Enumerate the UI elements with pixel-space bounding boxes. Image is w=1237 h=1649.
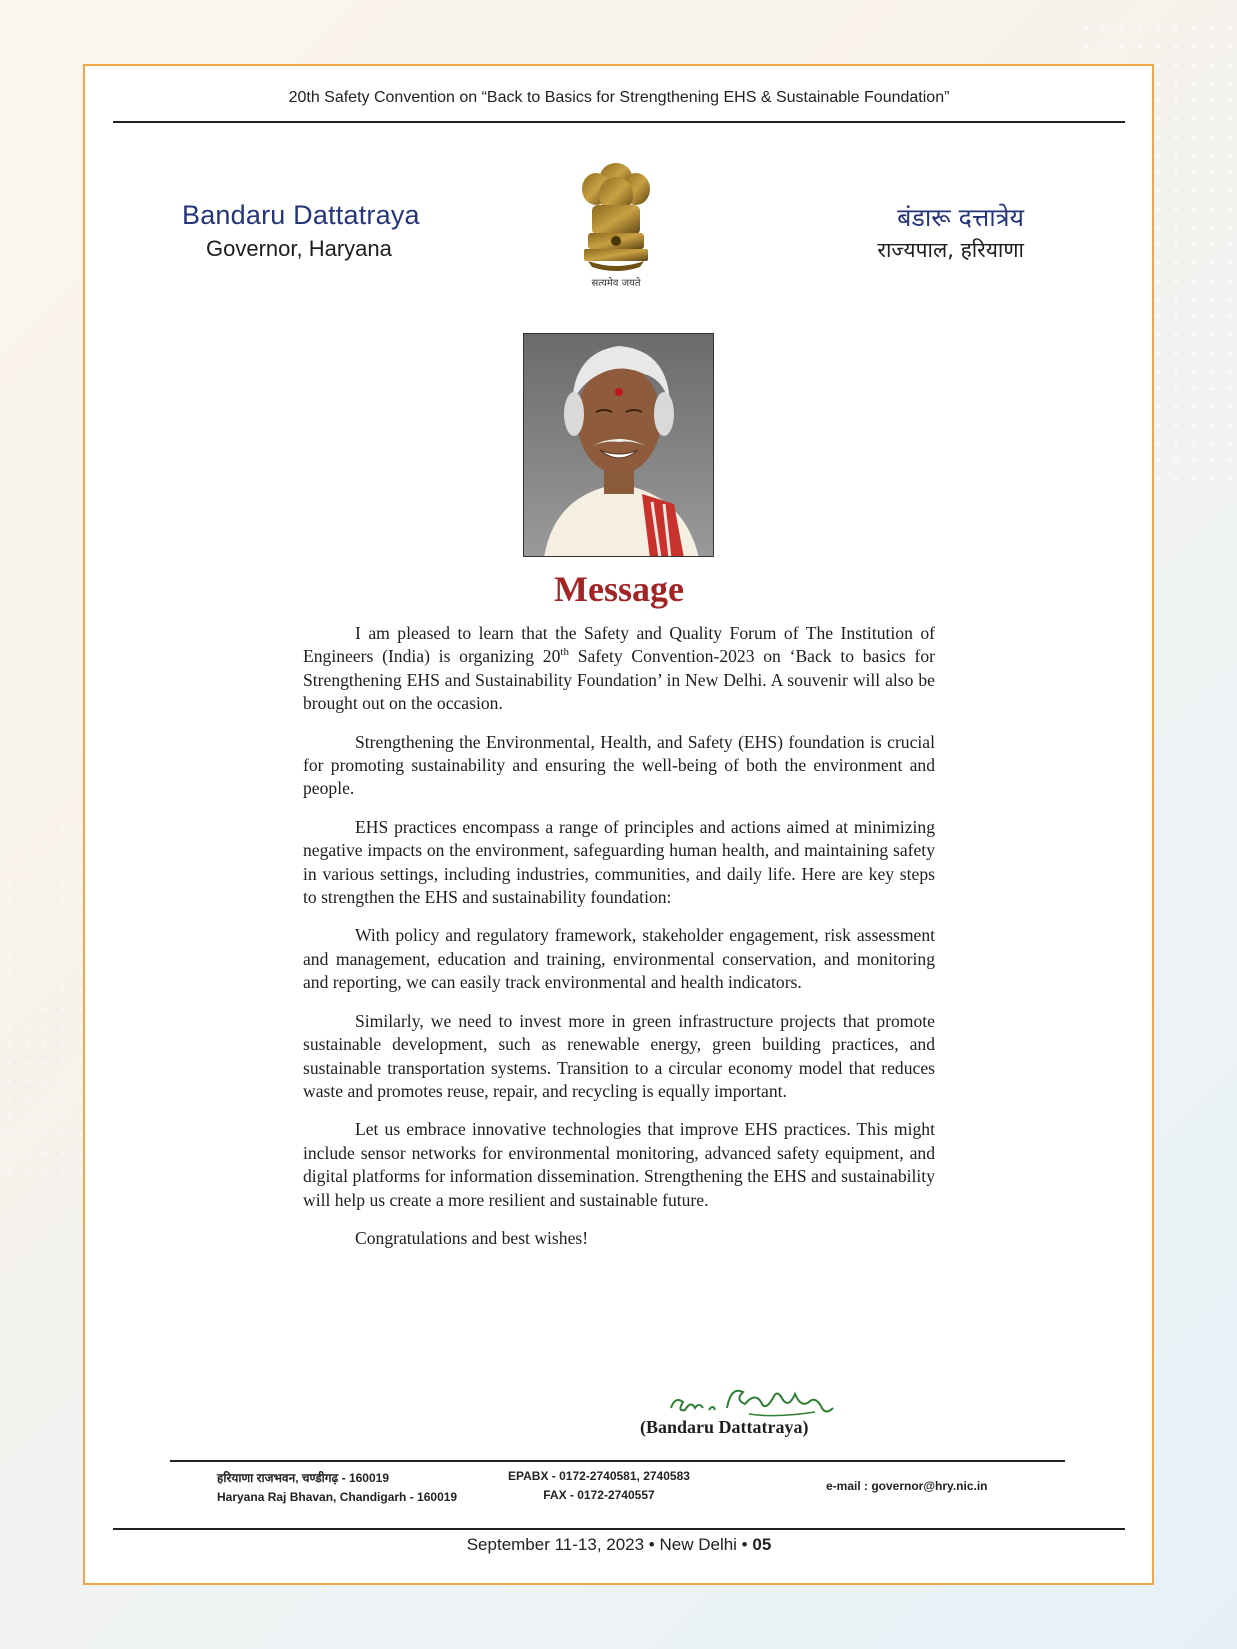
page-number: 05 bbox=[752, 1535, 772, 1554]
message-body bbox=[303, 622, 935, 1265]
phone-numbers bbox=[508, 1467, 690, 1505]
epabx-number: EPABX - 0172-2740581, 2740583 bbox=[508, 1469, 690, 1483]
email-address: e-mail : governor@hry.nic.in bbox=[826, 1479, 988, 1493]
address-hindi: हरियाणा राजभवन, चण्डीगढ़ - 160019 bbox=[217, 1471, 389, 1485]
running-footer bbox=[113, 1535, 1125, 1555]
paragraph-text: Safety Convention-2023 on ‘Back to basics for Strengthening EHS and Sustainability Foundation’ in New Delhi. A souvenir will also be brought out on the occasion. bbox=[303, 646, 935, 714]
closing-line: Congratulations and best wishes! bbox=[355, 1227, 589, 1248]
portrait-image bbox=[524, 334, 714, 557]
letterhead-title-english: Governor, Haryana bbox=[206, 236, 392, 261]
message-paragraph: EHS practices encompass a range of principles and actions aimed at minimizing negative impacts on the environment, safeguarding human health, and maintaining safety in various settings, including industries, communities, and daily life. Here are key steps to strengthen the EHS and sustainability foundation: bbox=[303, 816, 935, 908]
address-english: Haryana Raj Bhavan, Chandigarh - 160019 bbox=[217, 1490, 458, 1504]
governor-portrait bbox=[523, 333, 714, 557]
event-dates-place: September 11-13, 2023 • New Delhi • bbox=[466, 1535, 753, 1554]
emblem-motto: सत्यमेव जयते bbox=[591, 278, 641, 289]
message-paragraph: Let us embrace innovative technologies that improve EHS practices. This might include sensor networks for environmental monitoring, advanced safety equipment, and digital platforms for information dissemination. Strengthening the EHS and sustainability will help us create a more resilient and sustainable future. bbox=[303, 1119, 935, 1210]
address-rule bbox=[170, 1460, 1065, 1462]
signatory-name: (Bandaru Dattatraya) bbox=[640, 1417, 809, 1437]
running-head: 20th Safety Convention on “Back to Basics for Strengthening EHS & Sustainable Foundation” bbox=[288, 89, 950, 106]
ordinal-suffix: th bbox=[560, 646, 569, 659]
message-heading: Message bbox=[554, 569, 684, 609]
fax-number: FAX - 0172-2740557 bbox=[543, 1488, 655, 1502]
decorative-dot-pattern bbox=[0, 820, 90, 1180]
letterhead-name-hindi: बंडारू दत्तात्रेय bbox=[897, 203, 1024, 232]
footer-rule bbox=[113, 1528, 1125, 1530]
message-paragraph: Similarly, we need to invest more in green infrastructure projects that promote sustainable development, such as renewable energy, green building practices, and sustainable transportation systems. Transition to a circular economy model that reduces waste and promotes reuse, repair, and recycling is equally important. bbox=[303, 1010, 935, 1101]
letterhead-title-hindi: राज्यपाल, हरियाणा bbox=[877, 238, 1024, 262]
message-paragraph: Strengthening the Environmental, Health, and Safety (EHS) foundation is crucial for promoting sustainability and ensuring the well-being of both the environment and people. bbox=[303, 731, 935, 799]
postal-address bbox=[217, 1469, 457, 1507]
paragraph-text: I am pleased to learn that the Safety and Quality Forum of The Institution of Engineers (India) is organizing 20 bbox=[303, 623, 935, 667]
message-paragraph bbox=[303, 622, 935, 716]
header-rule bbox=[113, 121, 1125, 123]
letterhead-name-english: Bandaru Dattatraya bbox=[182, 200, 420, 230]
message-paragraph: With policy and regulatory framework, stakeholder engagement, risk assessment and management, education and training, environmental conservation, and monitoring and reporting, we can easily track environmental and health indicators. bbox=[303, 925, 935, 993]
national-emblem-icon bbox=[568, 155, 664, 295]
